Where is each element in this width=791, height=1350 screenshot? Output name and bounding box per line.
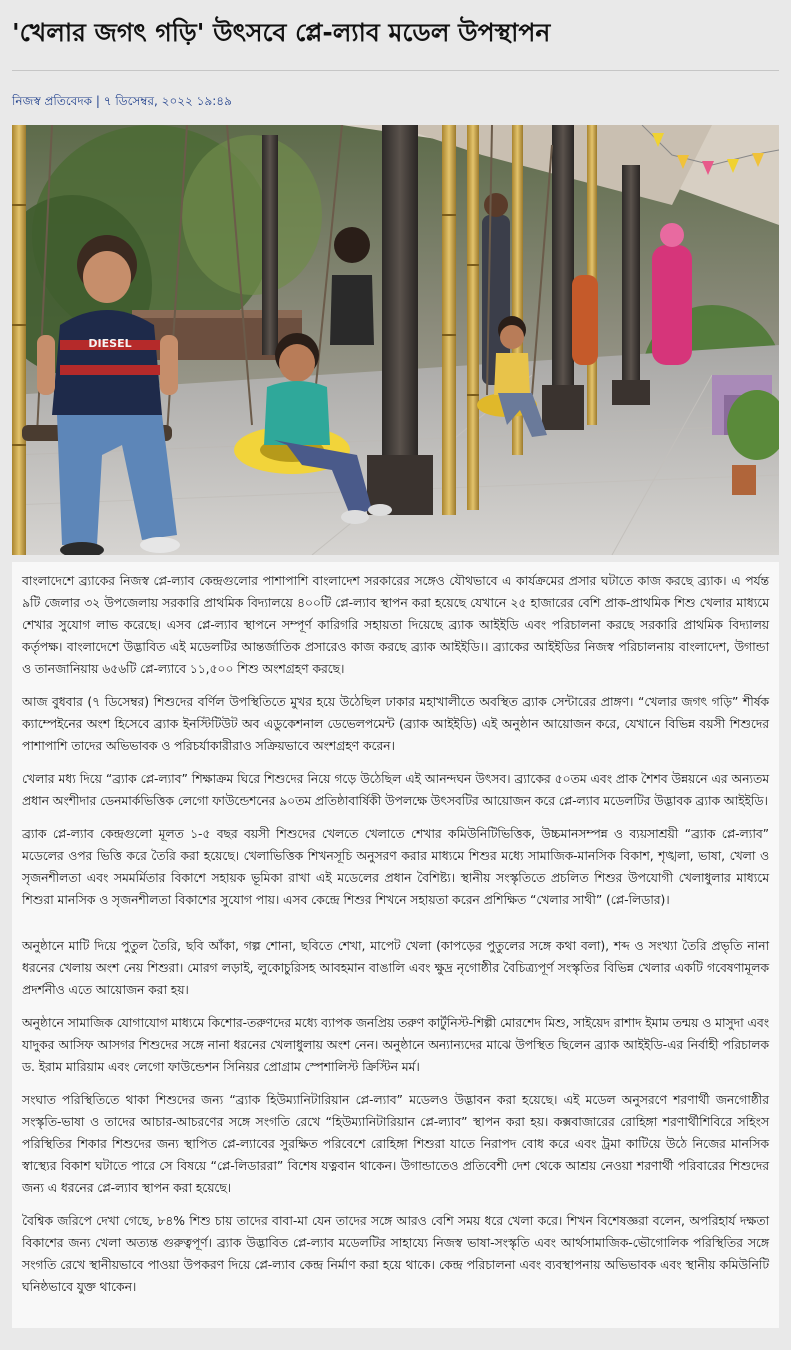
article-byline: নিজস্ব প্রতিবেদক | ৭ ডিসেম্বর, ২০২২ ১৯:৪৯ [12,94,232,108]
headline-divider [12,70,779,71]
article-paragraph: খেলার মধ্য দিয়ে “ব্র্যাক প্লে-ল্যাব” শিক্ষাক্রম ঘিরে শিশুদের নিয়ে গড়ে উঠেছিল এই আনন্দঘন উৎসব। ব্র্যাকের ৫০তম এবং প্রাক শৈশব উন্নয়নে এর অন্যতম প্রধান অংশীদার ডেনমার্কভিত্তিক লেগো ফাউন্ডেশনের ৯০তম প্রতিষ্ঠাবার্ষিকী উপলক্ষে উৎসবটির আয়োজন করে প্লে-ল্যাব মডেলটির উদ্ভাবক ব্র্যাক আইইডি। [22,771,769,808]
article-body [12,562,779,1328]
article-paragraph: ব্র্যাক প্লে-ল্যাব কেন্দ্রগুলো মূলত ১-৫ বছর বয়সী শিশুদের খেলতে খেলাতে শেখার কমিউনিটিভিত্তিক, উচ্চমানসম্পন্ন ও ব্যয়সাশ্রয়ী “ব্র্যাক প্লে-ল্যাব” মডেলের ওপর ভিত্তি করে তৈরি করা হয়েছে। খেলাভিত্তিক শিখনসূচি অনুসরণ করার মাধ্যমে শিশুর মধ্যে সামাজিক-মানসিক বিকাশ, শৃঙ্খলা, ভাষা, খেলা ও সৃজনশীলতা এবং সমমর্মিতার বিকাশে সহায়ক ভূমিকা রাখা এই মডেলের প্রধান বৈশিষ্ট্য। স্থানীয় সংস্কৃতিতে প্রচলিত শিশুর উপযোগী খেলাধুলার মাধ্যমে শিশুরা মানসিক ও সৃজনশীলতা বিকাশের সুযোগ পায়। এসব কেন্দ্রে শিশুর শিখনে সহায়তা করেন প্রশিক্ষিত “খেলার সাথী” (প্লে-লিডার)। [22,826,769,907]
diesel-shirt-print: DIESEL [88,337,132,350]
article-paragraph: আজ বুধবার (৭ ডিসেম্বর) শিশুদের বর্ণিল উপস্থিতিতে মুখর হয়ে উঠেছিল ঢাকার মহাখালীতে অবস্থিত ব্র্যাক সেন্টারের প্রাঙ্গণ। “খেলার জগৎ গড়ি” শীর্ষক ক্যাম্পেইনের অংশ হিসেবে ব্র্যাক ইনস্টিটিউট অব এডুকেশনাল ডেভেলপমেন্ট (ব্র্যাক আইইডি) এই অনুষ্ঠান আয়োজন করে, যেখানে বিভিন্ন বয়সী শিশুদের পাশাপাশি তাদের অভিভাবক ও পরিচর্যাকারীরাও সক্রিয়ভাবে অংশগ্রহণ করেন। [22,694,769,753]
article-headline: 'খেলার জগৎ গড়ি' উৎসবে প্লে-ল্যাব মডেল উপস্থাপন [12,18,551,47]
article-paragraph: সংঘাত পরিস্থিতিতে থাকা শিশুদের জন্য “ব্র্যাক হিউম্যানিটারিয়ান প্লে-ল্যাব” মডেলও উদ্ভাবন করা হয়েছে। এই মডেল অনুসরণে শরণার্থী জনগোষ্ঠীর সংস্কৃতি-ভাষা ও তাদের আচার-আচরণের সঙ্গে সংগতি রেখে “হিউম্যানিটারিয়ান প্লে-ল্যাব” স্থাপন করা হয়। কক্সবাজারের রোহিঙ্গা শরণার্থীশিবিরে সহিংস পরিস্থিতির শিকার শিশুদের জন্য স্থাপিত প্লে-ল্যাবের সুরক্ষিত পরিবেশে রোহিঙ্গা শিশুরা যাতে নিরাপদ বোধ করে এবং ট্রমা কাটিয়ে উঠে নিজের মানসিক স্বাস্থ্যের বিকাশ ঘটাতে পারে সে বিষয়ে “প্লে-লিডাররা” বিশেষ যত্নবান থাকেন। উগান্ডাতেও প্রতিবেশী দেশ থেকে আশ্রয় নেওয়া শরণার্থী পরিবারের শিশুদের জন্য এ ধরনের প্লে-ল্যাব স্থাপন করা হয়েছে। [22,1092,769,1195]
article-paragraph: বাংলাদেশে ব্র্যাকের নিজস্ব প্লে-ল্যাব কেন্দ্রগুলোর পাশাপাশি বাংলাদেশ সরকারের সঙ্গেও যৌথভাবে এ কার্যক্রমের প্রসার ঘটাতে কাজ করছে ব্র্যাক। এ পর্যন্ত ৯টি জেলার ৩২ উপজেলায় সরকারি প্রাথমিক বিদ্যালয়ে ৪০০টি প্লে-ল্যাব স্থাপন করা হয়েছে যেখানে ২৫ হাজারের বেশি প্রাক-প্রাথমিক শিশু খেলার মাধ্যমে শেখার সুযোগ লাভ করেছে। এসব প্লে-ল্যাব স্থাপনে সম্পূর্ণ কারিগরি সহায়তা দিয়েছে ব্র্যাক আইইডি এবং পরিচালনা করছে সরকারি প্রাথমিক বিদ্যালয় কর্তৃপক্ষ। বাংলাদেশে উদ্ভাবিত এই মডেলটির আন্তর্জাতিক প্রসারেও কাজ করছে ব্র্যাক আইইডি।। ব্র্যাকের আইইডির নিজস্ব পরিচালনায় বাংলাদেশ, উগান্ডা ও তানজানিয়ায় ৬৫৬টি প্লে-ল্যাবে ১১,৫০০ শিশু অংশগ্রহণ করছে। [22,573,769,676]
article-paragraph: অনুষ্ঠানে সামাজিক যোগাযোগ মাধ্যমে কিশোর-তরুণদের মধ্যে ব্যাপক জনপ্রিয় তরুণ কার্টুনিস্ট-শিল্পী মোরশেদ মিশু, সাইয়েদ রাশাদ ইমাম তন্ময় ও মাসুদা এবং যাদুকর আসিফ আসগর শিশুদের সঙ্গে নানা ধরনের খেলাধুলায় অংশ নেন। অনুষ্ঠানে অন্যান্যদের মাঝে উপস্থিত ছিলেন ব্র্যাক আইইডি-এর নির্বাহী পরিচালক ড. ইরাম মারিয়াম এবং লেগো ফাউন্ডেশন সিনিয়র প্রোগ্রাম স্পেশালিস্ট ক্রিস্টিন মর্ম। [22,1015,769,1074]
article-paragraph: বৈশ্বিক জরিপে দেখা গেছে, ৮৪% শিশু চায় তাদের বাবা-মা যেন তাদের সঙ্গে আরও বেশি সময় ধরে খেলা করে। শিখন বিশেষজ্ঞরা বলেন, অপরিহার্য দক্ষতা বিকাশের জন্য খেলা অত্যন্ত গুরুত্বপূর্ণ। ব্র্যাক উদ্ভাবিত প্লে-ল্যাব মডেলটির সাহায্যে নিজস্ব ভাষা-সংস্কৃতি এবং আর্থসামাজিক-ভৌগোলিক পরিস্থিতির সঙ্গে সংগতি রেখে স্থানীয়ভাবে পাওয়া উপকরণ দিয়ে প্লে-ল্যাব কেন্দ্র নির্মাণ করা হয়ে থাকে। কেন্দ্র পরিচালনা এবং ব্যবস্থাপনায় অভিভাবক এবং স্থানীয় কমিউনিটি ঘনিষ্ঠভাবে যুক্ত থাকেন। [22,1213,769,1294]
article-paragraph: অনুষ্ঠানে মাটি দিয়ে পুতুল তৈরি, ছবি আঁকা, গল্প শোনা, ছবিতে শেখা, মাপেট খেলা (কাপড়ের পুতুলের সঙ্গে কথা বলা), শব্দ ও সংখ্যা তৈরি প্রভৃতি নানা ধরনের খেলায় অংশ নেয় শিশুরা। মোরগ লড়াই, লুকোচুরিসহ আবহমান বাঙালি এবং ক্ষুদ্র নৃগোষ্ঠীর বৈচিত্র্যপূর্ণ সংস্কৃতির বিভিন্ন খেলার একটি গবেষণামূলক প্রদর্শনীও এতে আয়োজন করা হয়। [22,938,769,997]
article-photo [12,125,779,555]
